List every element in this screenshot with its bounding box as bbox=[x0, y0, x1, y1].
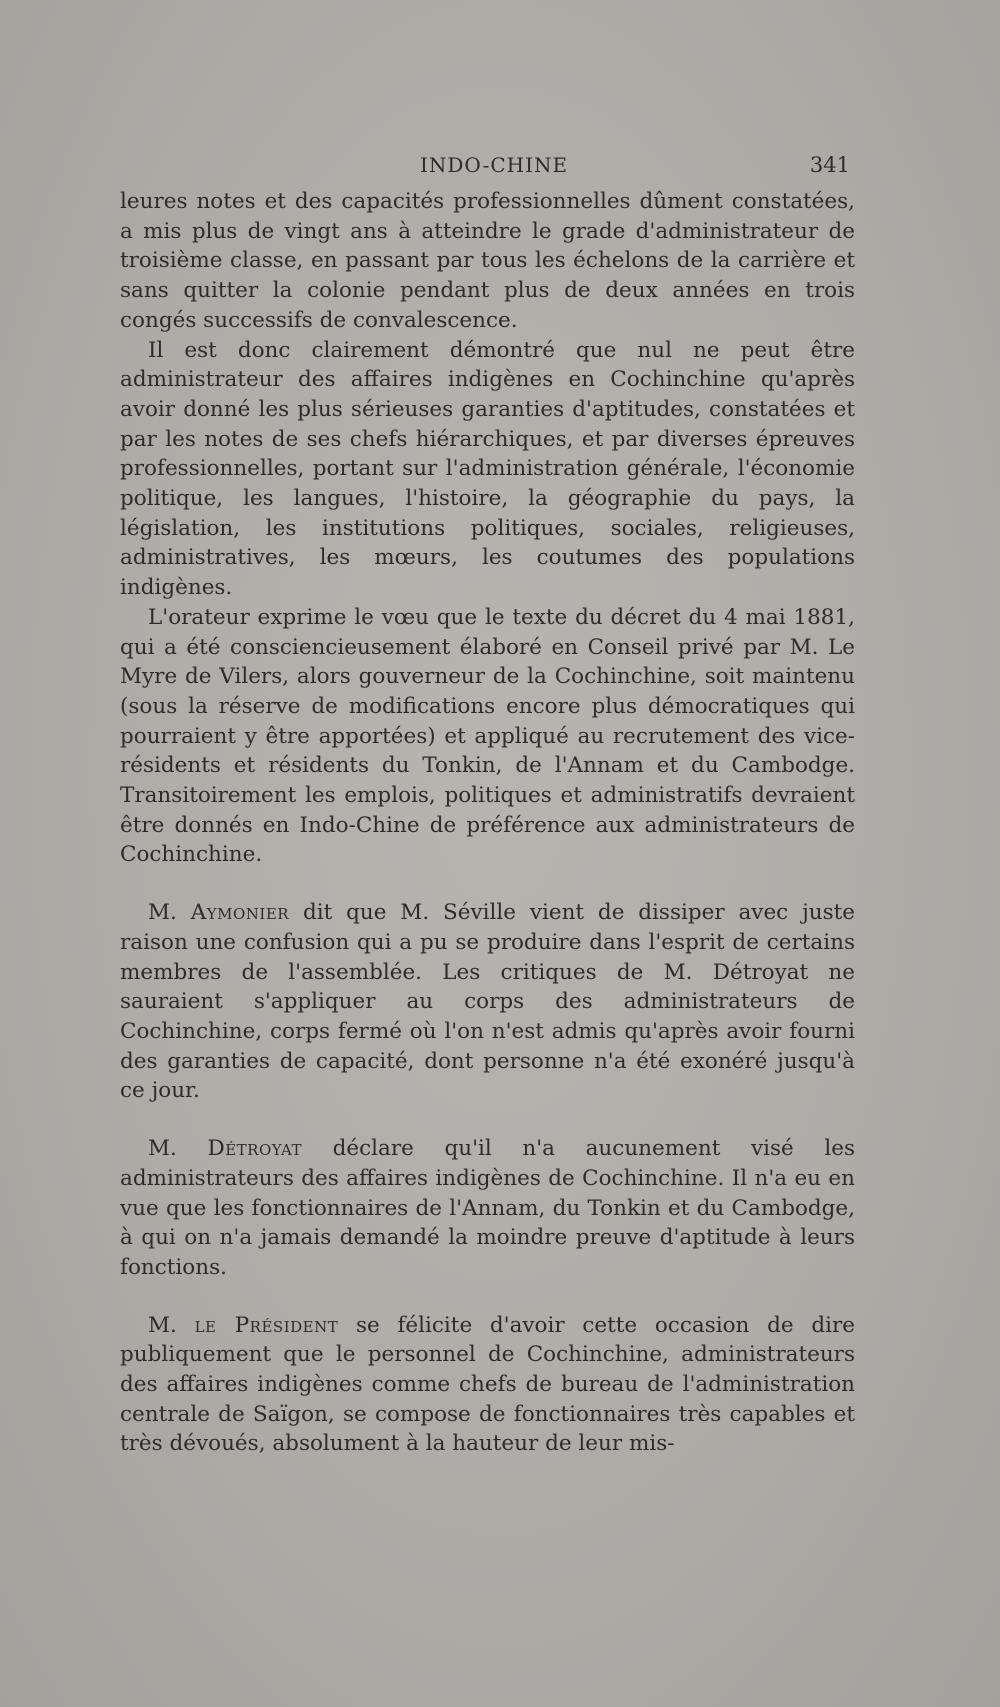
paragraph-text: Il est donc clairement démontré que nul ne peut être administrateur des affaires indigènes en Cochinchine qu'après avoir donné les plus sérieuses garanties d'aptitudes, constatées et par les notes de ses chefs hiérarchiques, et par diverses épreuves professionnelles, portant sur l'administration générale, l'économie politique, les langues, l'histoire, la géographie du pays, la législation, les institutions politiques, sociales, religieuses, administratives, les mœurs, les coutumes des populations indigènes. bbox=[120, 337, 855, 601]
paragraph-text: se félicite d'avoir cette occasion de dire publiquement que le personnel de Cochinchine, administrateurs des affaires indigènes comme chefs de bureau de l'administration centrale de Saïgon, se compose de fonctionnaires très capables et très dévoués, absolument à la hauteur de leur mis- bbox=[120, 1312, 855, 1457]
page-header bbox=[120, 153, 850, 183]
speaker-name: Aymonier bbox=[190, 900, 290, 926]
paragraph bbox=[120, 603, 855, 870]
speaker-paragraph bbox=[120, 898, 855, 1106]
body-text bbox=[120, 187, 855, 1459]
speaker-prefix: M. bbox=[148, 900, 191, 926]
paragraph-text: dit que M. Séville vient de dissiper avec juste raison une confusion qui a pu se produire dans l'esprit de certains membres de l'assemblée. Les critiques de M. Détroyat ne sauraient s'appliquer au corps des administrateurs de Cochinchine, corps fermé où l'on n'est admis qu'après avoir fourni des garanties de capacité, dont personne n'a été exonéré jusqu'à ce jour. bbox=[120, 900, 855, 1104]
speaker-name: Détroyat bbox=[207, 1136, 303, 1162]
running-title: INDO-CHINE bbox=[420, 153, 569, 177]
speaker-prefix: M. bbox=[148, 1136, 208, 1162]
paragraph-continuation bbox=[120, 187, 855, 336]
speaker-paragraph bbox=[120, 1311, 855, 1460]
page-number: 341 bbox=[809, 153, 850, 177]
speaker-name: le Président bbox=[194, 1312, 339, 1338]
paragraph bbox=[120, 336, 855, 603]
paragraph-text: L'orateur exprime le vœu que le texte du décret du 4 mai 1881, qui a été consciencieusement élaboré en Conseil privé par M. Le Myre de Vilers, alors gouverneur de la Cochinchine, soit maintenu (sous la réserve de modifications encore plus démocratiques qui pourraient y être apportées) et appliqué au recrutement des vice-résidents et résidents du Tonkin, de l'Annam et du Cambodge. Transitoirement les emplois, politiques et administratifs devraient être donnés en Indo-Chine de préférence aux administrateurs de Cochinchine. bbox=[120, 604, 855, 868]
speaker-prefix: M. bbox=[148, 1312, 195, 1338]
paragraph-text: déclare qu'il n'a aucunement visé les administrateurs des affaires indigènes de Cochinchine. Il n'a eu en vue que les fonctionnaires de l'Annam, du Tonkin et du Cambodge, à qui on n'a jamais demandé la moindre preuve d'aptitude à leurs fonctions. bbox=[120, 1136, 855, 1280]
paragraph-text: leures notes et des capacités professionnelles dûment constatées, a mis plus de vingt ans à atteindre le grade d'administrateur de troisième classe, en passant par tous les échelons de la carrière et sans quitter la colonie pendant plus de deux années en trois congés successifs de convalescence. bbox=[120, 189, 855, 333]
speaker-paragraph bbox=[120, 1134, 855, 1283]
